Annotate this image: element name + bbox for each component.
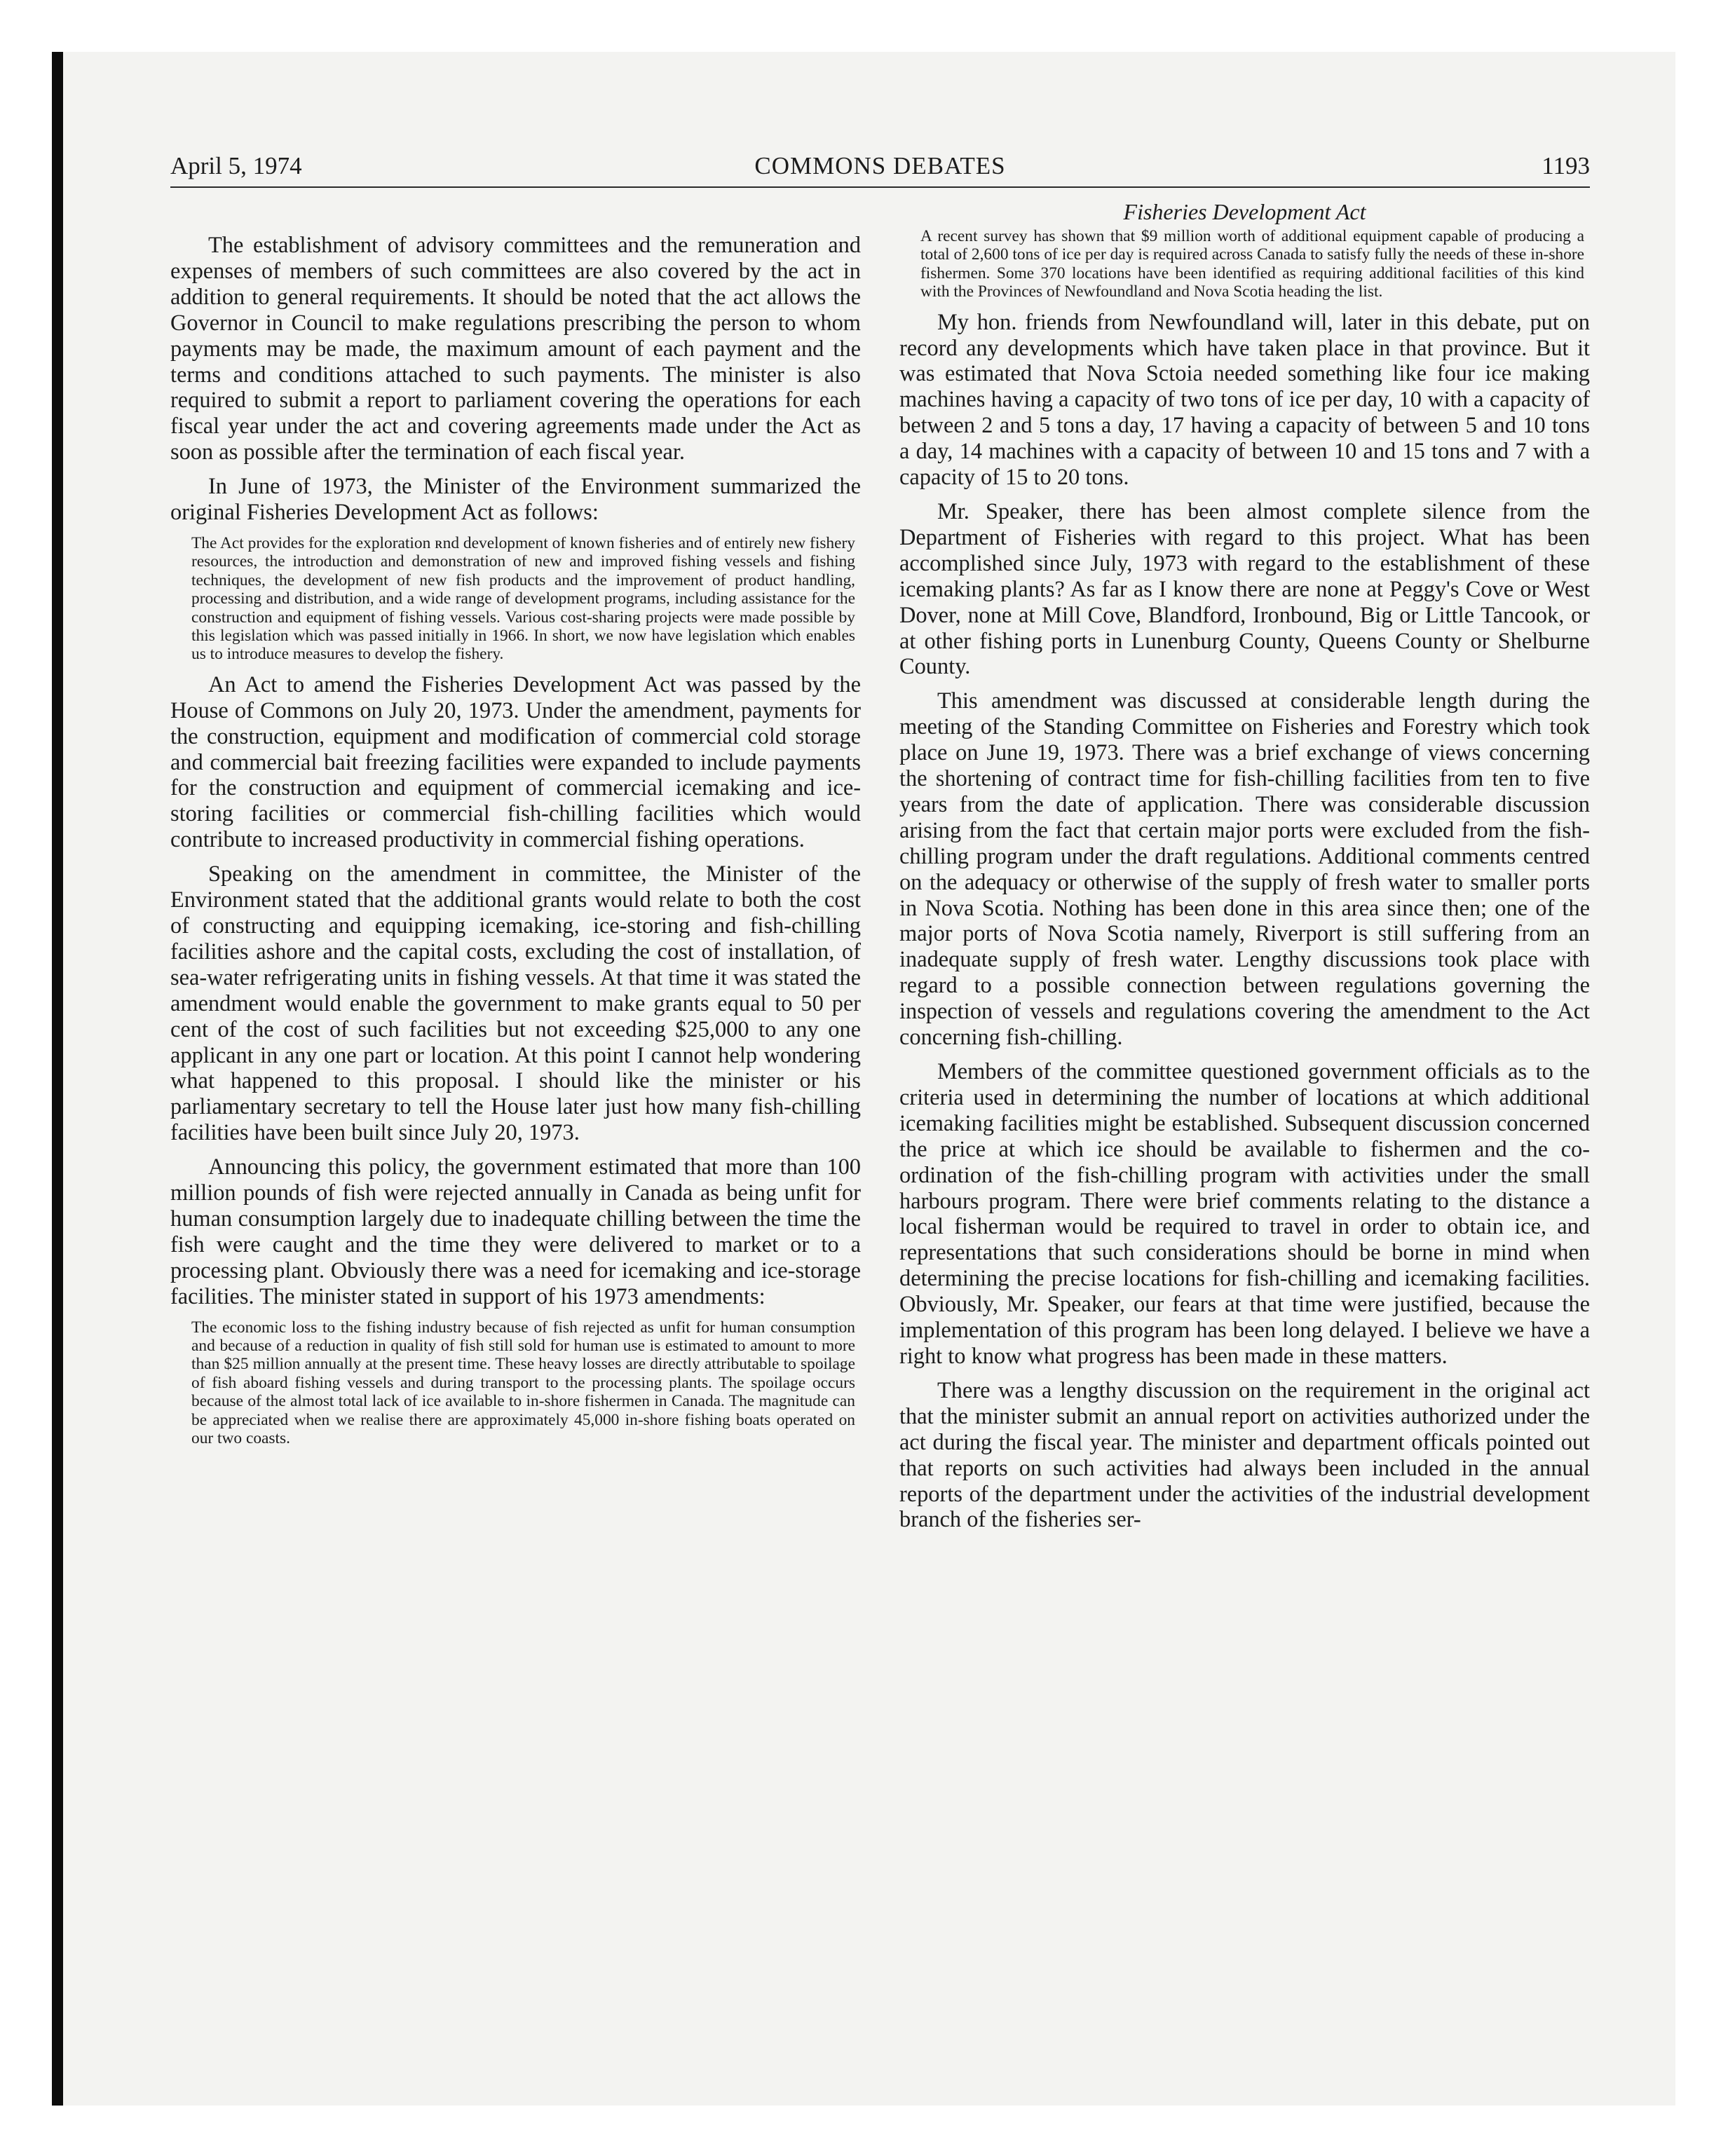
right-column [899,198,1590,1541]
header-date: April 5, 1974 [170,152,302,179]
paragraph: The establishment of advisory committees and the remuneration and expenses of members of such committees are also covered by the act in addition to general requirements. It should be noted that the act allows the Governor in Council to make regulations prescribing the person to whom payments may be made, the maximum amount of each payment and the terms and conditions attached to such payments. The minister is also required to submit a report to parliament covering the operations for each fiscal year under the act and covering agreements made under the Act as soon as possible after the termination of each fiscal year. [170,233,861,465]
block-quote: The economic loss to the fishing industry because of fish rejected as unfit for human consumption and because of a reduction in quality of fish still sold for human use is estimated to amount to more than $25 million annually at the present time. These heavy losses are directly attributable to spoilage of fish aboard fishing vessels and during transport to the processing plants. The spoilage occurs because of the almost total lack of ice available to in-shore fishermen in Canada. The magnitude can be appreciated when we realise there are approximately 45,000 in-shore fishing boats operated on our two coasts. [191,1318,855,1447]
scan-edge [52,52,63,2106]
paragraph: Mr. Speaker, there has been almost complete silence from the Department of Fisheries with regard to this project. What has been accomplished since July, 1973 with regard to the establishment of these icemaking plants? As far as I know there are none at Peggy's Cove or West Dover, none at Mill Cove, Blandford, Ironbound, Big or Little Tancook, or at other fishing ports in Lunenburg County, Queens County or Shelburne County. [899,498,1590,680]
paragraph: An Act to amend the Fisheries Development Act was passed by the House of Commons on July 20, 1973. Under the amendment, payments for the construction, equipment and modification of commercial cold storage and commercial bait freezing facilities were expanded to include payments for the construction and equipment of commercial icemaking and ice-storing facilities or commercial fish-chilling facilities which would contribute to increased productivity in commercial fishing operations. [170,671,861,853]
paragraph: Speaking on the amendment in committee, the Minister of the Environment stated that the additional grants would relate to both the cost of constructing and equipping icemaking, ice-storing and fish-chilling facilities ashore and the capital costs, excluding the cost of installation, of sea-water refrigerating units in fishing vessels. At that time it was stated the amendment would enable the government to make grants equal to 50 per cent of the cost of such facilities but not exceeding $25,000 to any one applicant in any one part or location. At this point I cannot help wondering what happened to this proposal. I should like the minister or his parliamentary secretary to tell the House later just how many fish-chilling facilities have been built since July 20, 1973. [170,861,861,1146]
header-page-number: 1193 [1542,152,1590,179]
left-column [170,198,861,1456]
paragraph: This amendment was discussed at considerable length during the meeting of the Standing Committee on Fisheries and Forestry which took place on June 19, 1973. There was a brief exchange of views concerning the shortening of contract time for fish-chilling facilities from ten to five years from the date of application. There was considerable discussion arising from the fact that certain major ports were excluded from the fish-chilling program under the draft regulations. Additional comments centred on the adequacy or otherwise of the supply of fresh water to smaller ports in Nova Scotia. Nothing has been done in this area since then; one of the major ports of Nova Scotia namely, Riverport is still suffering from an inadequate supply of fresh water. Lengthy discussions took place with regard to a possible connection between regulations governing the inspection of vessels and regulations covering the amendment to the Act concerning fish-chilling. [899,688,1590,1051]
paragraph: In June of 1973, the Minister of the Environment summarized the original Fisheries Development Act as follows: [170,474,861,526]
header-title: COMMONS DEBATES [754,152,1006,179]
paragraph: There was a lengthy discussion on the requirement in the original act that the minister submit an annual report on activities authorized under the act during the fiscal year. The minister and department officals pointed out that reports on such activities had always been included in the annual reports of the department under the activities of the industrial development branch of the fisheries ser- [899,1377,1590,1533]
paragraph: My hon. friends from Newfoundland will, later in this debate, put on record any developments which have taken place in that province. But it was estimated that Nova Sctoia needed something like four ice making machines having a capacity of two tons of ice per day, 10 with a capacity of between 2 and 5 tons a day, 17 having a capacity of between 5 and 10 tons a day, 14 machines with a capacity of between 10 and 15 tons and 7 with a capacity of 15 to 20 tons. [899,309,1590,491]
page-header [170,150,1590,188]
paragraph: Members of the committee questioned government officials as to the criteria used in determining the number of locations at which additional icemaking facilities might be established. Subsequent discussion concerned the price at which ice should be available to fishermen and the co-ordination of the fish-chilling program with activities under the small harbours program. There were brief comments relating to the distance a local fisherman would be required to travel in order to obtain ice, and representations that such considerations should be borne in mind when determining the precise locations for fish-chilling and icemaking facilities. Obviously, Mr. Speaker, our fears at that time were justified, because the implementation of this program has been long delayed. I believe we have a right to know what progress has been made in these matters. [899,1059,1590,1369]
column-heading: Fisheries Development Act [1123,199,1366,224]
paragraph: Announcing this policy, the government estimated that more than 100 million pounds of fish were rejected annually in Canada as being unfit for human consumption largely due to inadequate chilling between the time the fish were caught and the time they were delivered to market or to a processing plant. Obviously there was a need for icemaking and ice-storage facilities. The minister stated in support of his 1973 amendments: [170,1154,861,1309]
block-quote: The Act provides for the exploration ʀnd development of known fisheries and of entirely new fishery resources, the introduction and demonstration of new and improved fishing vessels and fishing techniques, the development of new fish products and the improvement of product handling, processing and distribution, and a wide range of development programs, including assistance for the construction and equipment of fishing vessels. Various cost-sharing projects were made possible by this legislation which was passed initially in 1966. In short, we now have legislation which enables us to introduce measures to develop the fishery. [191,533,855,664]
block-quote: A recent survey has shown that $9 million worth of additional equipment capable of producing a total of 2,600 tons of ice per day is required across Canada to satisfy fully the needs of these in-shore fishermen. Some 370 locations have been identified as requiring additional facilities of this kind with the Provinces of Newfoundland and Nova Scotia heading the list. [920,227,1584,301]
